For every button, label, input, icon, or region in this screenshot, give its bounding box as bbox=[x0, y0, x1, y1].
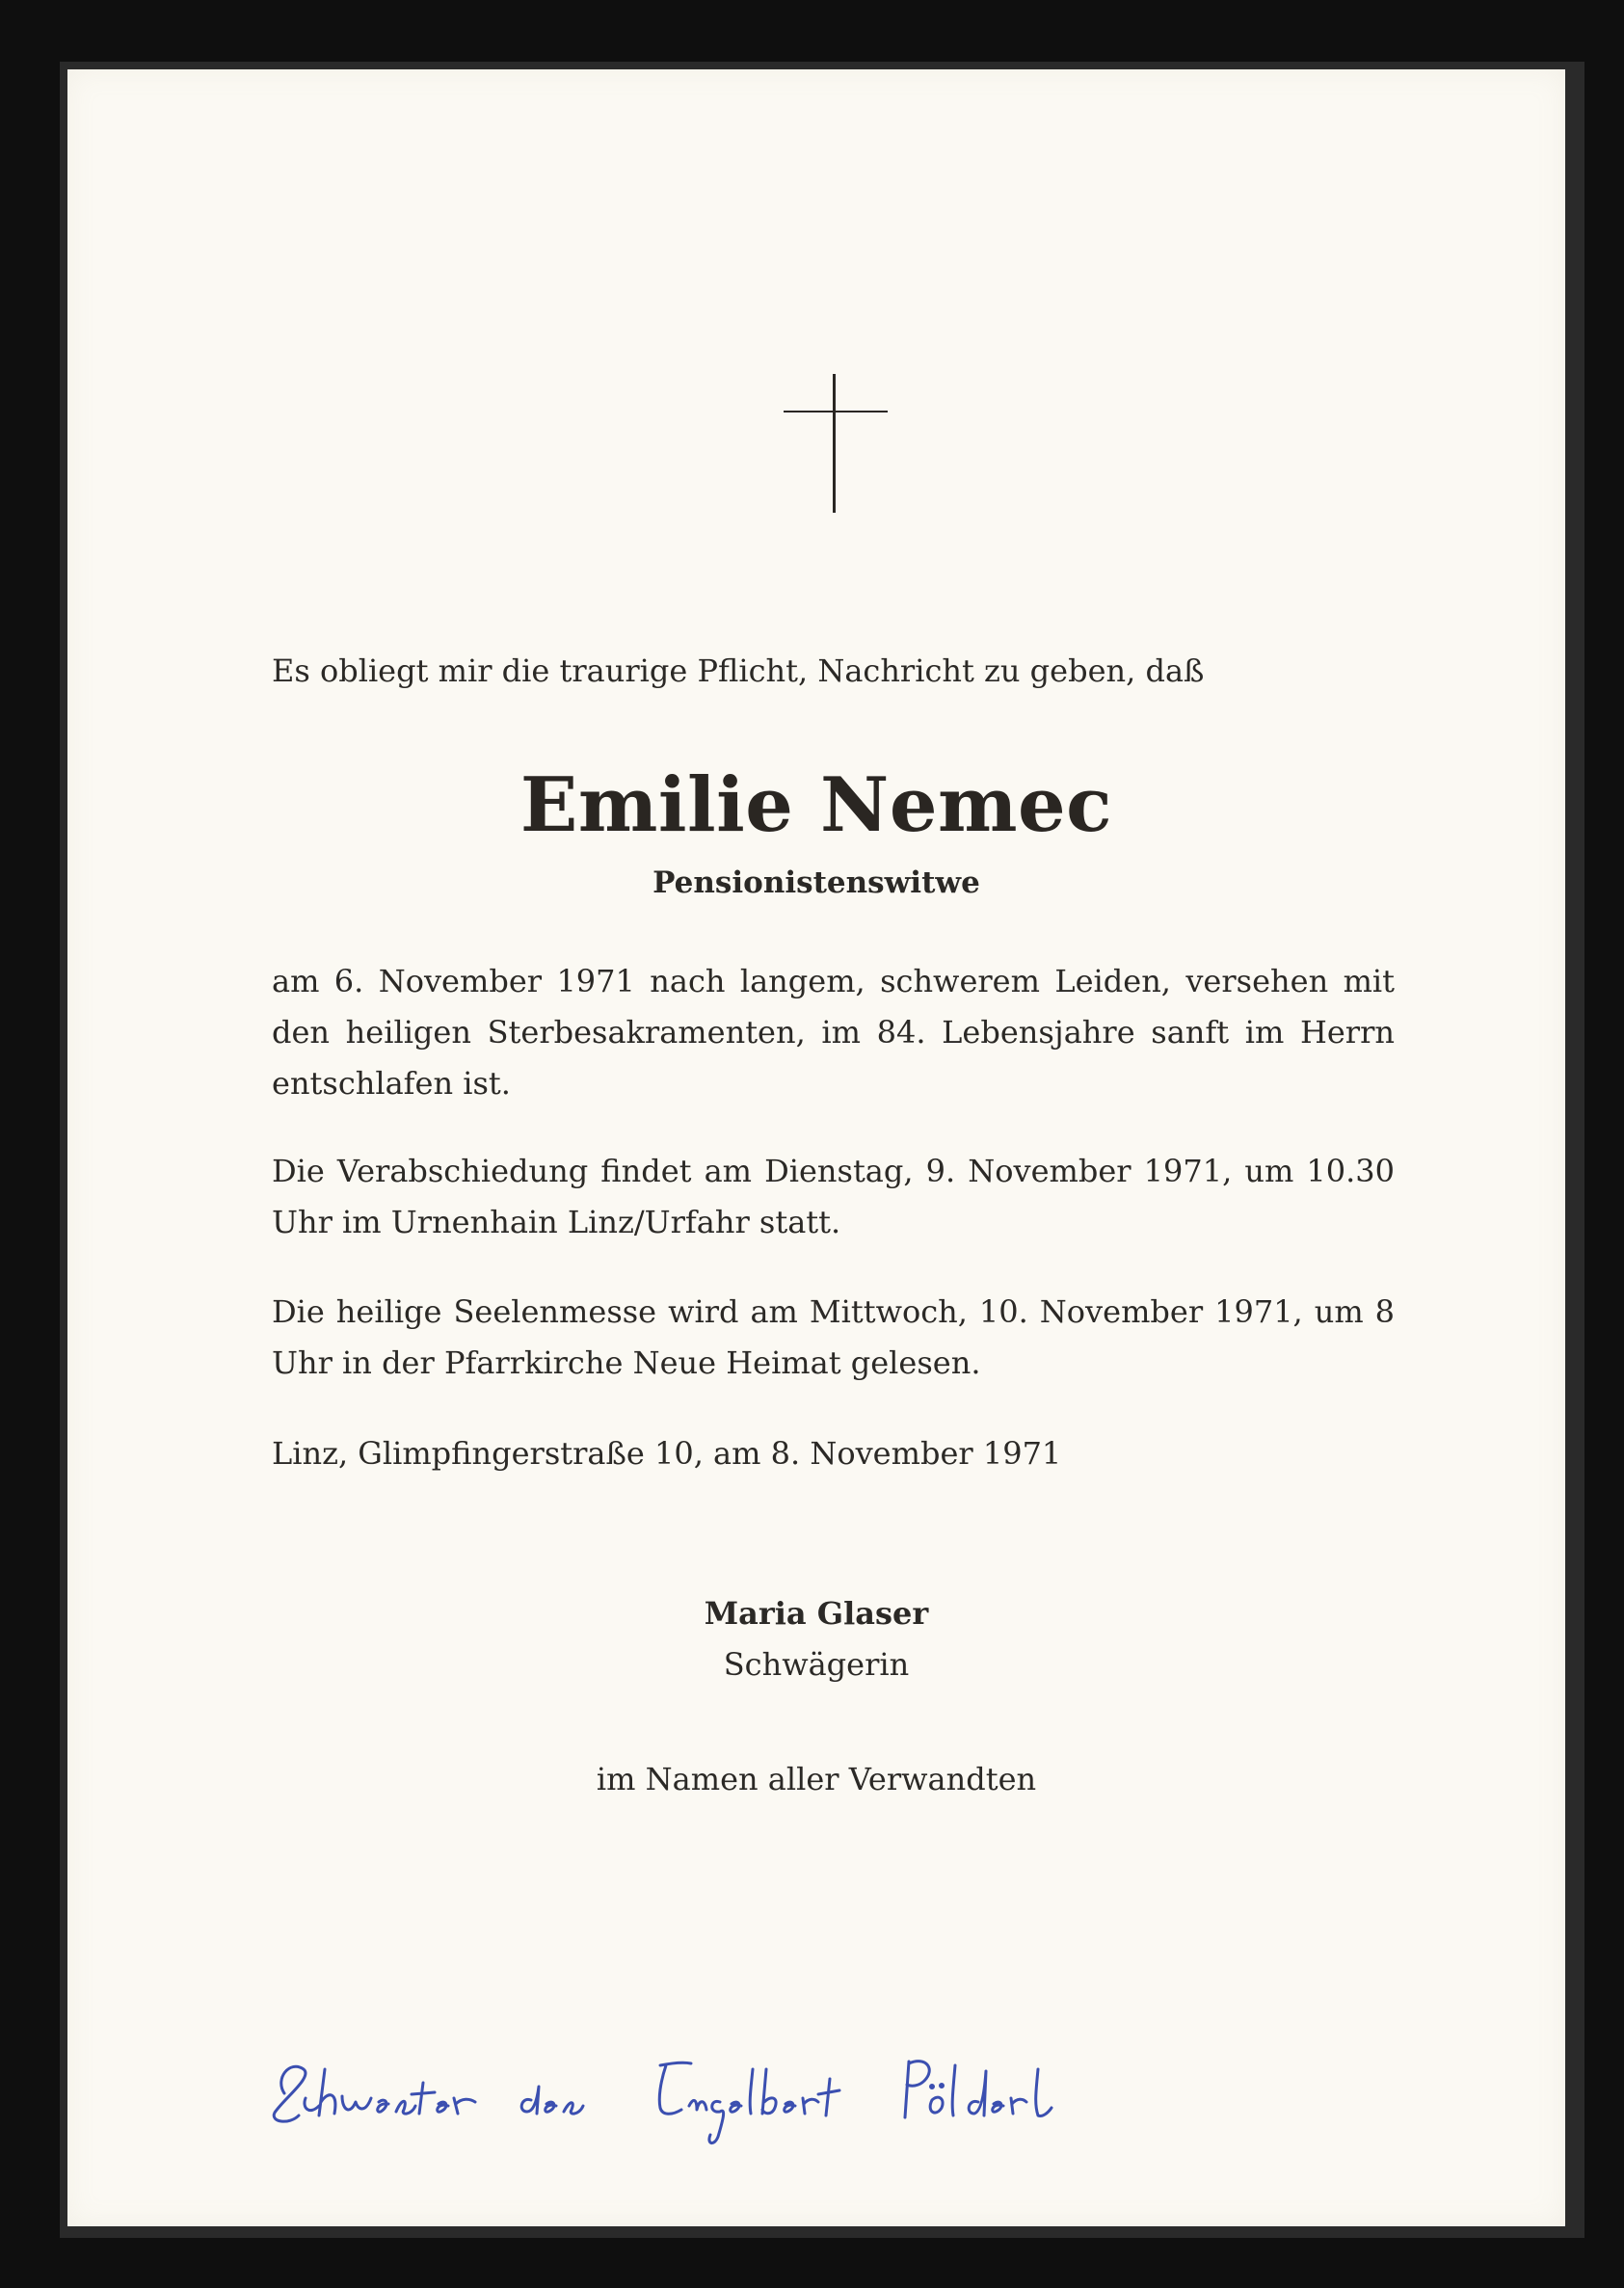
handwritten-note bbox=[246, 2002, 1132, 2166]
intro-text: Es obliegt mir die traurige Pflicht, Nachricht zu geben, daß bbox=[272, 652, 1205, 689]
place-date: Linz, Glimpfingerstraße 10, am 8. November 1971 bbox=[272, 1435, 1062, 1472]
closing-line: im Namen aller Verwandten bbox=[596, 1761, 1037, 1797]
mass-paragraph: Die heilige Seelenmesse wird am Mittwoch, 10. November 1971, um 8 Uhr in der Pfarrkirche Neue Heimat gelesen. bbox=[272, 1293, 1395, 1381]
signer-relation: Schwägerin bbox=[723, 1646, 910, 1683]
obituary-card bbox=[67, 69, 1565, 2226]
farewell-paragraph: Die Verabschiedung findet am Dienstag, 9. November 1971, um 10.30 Uhr im Urnenhain Linz/Urfahr statt. bbox=[272, 1153, 1395, 1240]
deceased-title: Pensionistenswitwe bbox=[652, 865, 980, 900]
signer-name: Maria Glaser bbox=[704, 1595, 929, 1632]
deceased-name: Emilie Nemec bbox=[519, 761, 1113, 849]
death-paragraph: am 6. November 1971 nach langem, schwerem Leiden, versehen mit den heiligen Sterbesakramenten, im 84. Lebensjahre sanft im Herrn entschlafen ist. bbox=[272, 963, 1395, 1102]
latin-cross-icon bbox=[778, 374, 893, 519]
